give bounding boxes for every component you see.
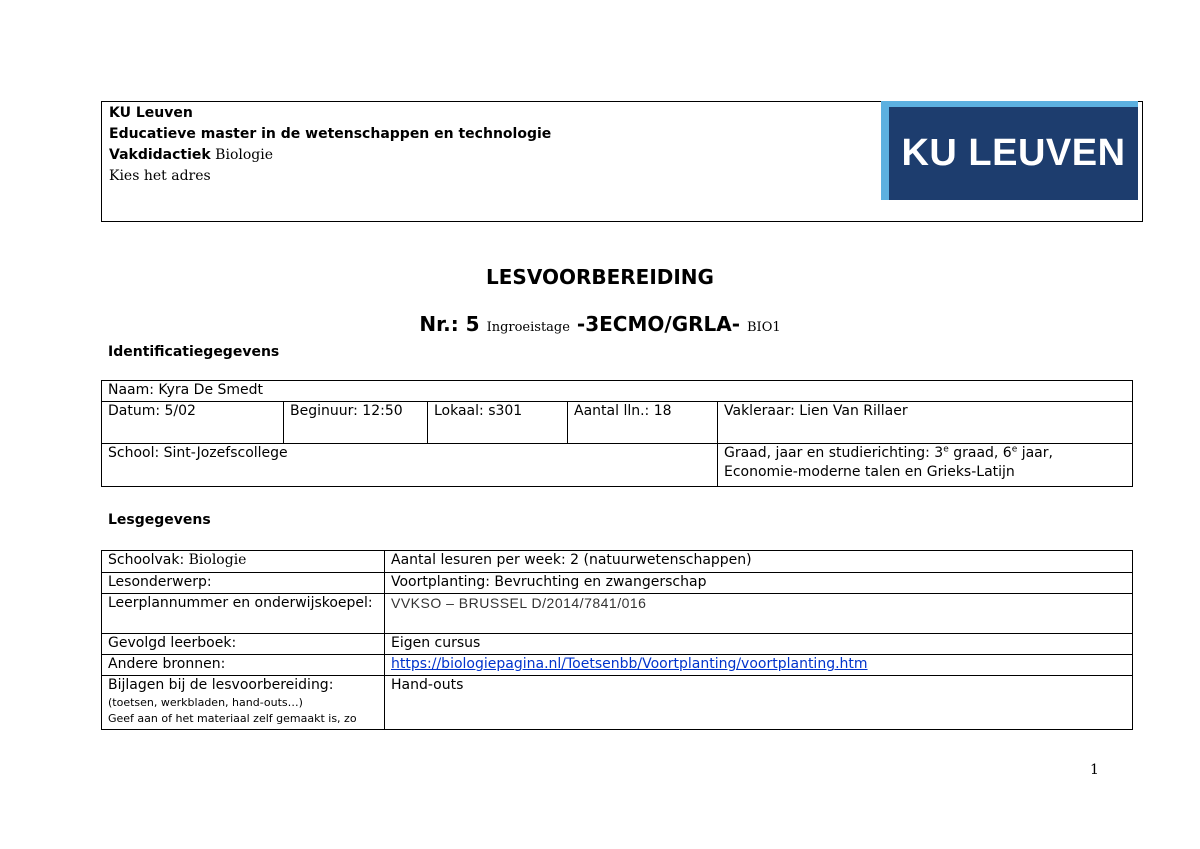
row-label [102,676,385,730]
logo-text: KU LEUVEN [889,107,1138,200]
row-value: Voortplanting: Bevruchting en zwangerschap [385,573,1133,594]
lokaal-cell: Lokaal: s301 [428,402,568,444]
address-field[interactable]: Kies het adres [109,168,211,184]
page-number: 1 [1090,762,1099,778]
table-row [102,676,1133,730]
document-subtitle [0,310,1200,342]
class-code: -3ECMO/GRLA- [576,312,741,336]
graad-mid: graad, 6 [948,445,1012,461]
source-link[interactable]: https://biologiepagina.nl/Toetsenbb/Voortplanting/voortplanting.htm [391,656,868,672]
row-value [385,655,1133,676]
graad-suffix: jaar, [1017,445,1053,461]
row-value: VVKSO – BRUSSEL D/2014/7841/016 [385,594,1133,634]
row-label: Gevolgd leerboek: [102,634,385,655]
lesson-heading: Lesgegevens [108,512,211,528]
row-label: Lesonderwerp: [102,573,385,594]
table-row [102,655,1133,676]
bijlagen-note-1: (toetsen, werkbladen, hand-outs…) [108,696,303,709]
row-label [102,551,385,573]
course-value: Biologie [215,147,273,163]
school-cell: School: Sint-Jozefscollege [102,444,718,487]
schoolvak-label: Schoolvak: [108,552,185,568]
bijlagen-label: Bijlagen bij de lesvoorbereiding: [108,677,334,693]
table-row [102,551,1133,573]
vakleraar-cell: Vakleraar: Lien Van Rillaer [718,402,1133,444]
row-value: Hand-outs [385,676,1133,730]
lesson-number: Nr.: 5 [419,312,480,336]
graad-sup-2: e [1011,444,1018,455]
institution-name: KU Leuven [109,105,193,121]
row-label: Andere bronnen: [102,655,385,676]
schoolvak-value: Biologie [188,552,247,568]
aantal-lln-cell: Aantal lln.: 18 [568,402,718,444]
identification-heading: Identificatiegegevens [108,344,280,360]
table-row [102,594,1133,634]
row-value: Aantal lesuren per week: 2 (natuurwetenschappen) [385,551,1133,573]
course-label: Vakdidactiek [109,147,211,163]
course-code: BIO1 [747,320,781,335]
graad-cell [718,444,1133,487]
naam-cell: Naam: Kyra De Smedt [102,381,1133,402]
datum-cell: Datum: 5/02 [102,402,284,444]
lesson-table [101,550,1133,730]
header-box [101,101,1143,222]
bijlagen-note-2: Geef aan of het materiaal zelf gemaakt is, zo [108,712,357,725]
graad-sup-1: e [943,444,949,455]
document-title: LESVOORBEREIDING [486,265,714,289]
course-line [109,145,273,165]
beginuur-cell: Beginuur: 12:50 [284,402,428,444]
table-row [102,634,1133,655]
row-label: Leerplannummer en onderwijskoepel: [102,594,385,634]
studierichting: Economie-moderne talen en Grieks-Latijn [724,464,1015,480]
row-value: Eigen cursus [385,634,1133,655]
graad-prefix: Graad, jaar en studierichting: 3 [724,445,944,461]
program-name: Educatieve master in de wetenschappen en technologie [109,126,552,142]
stage-type: Ingroeistage [486,320,570,335]
table-row [102,573,1133,594]
identification-table [101,380,1133,487]
ku-leuven-logo [881,101,1138,200]
